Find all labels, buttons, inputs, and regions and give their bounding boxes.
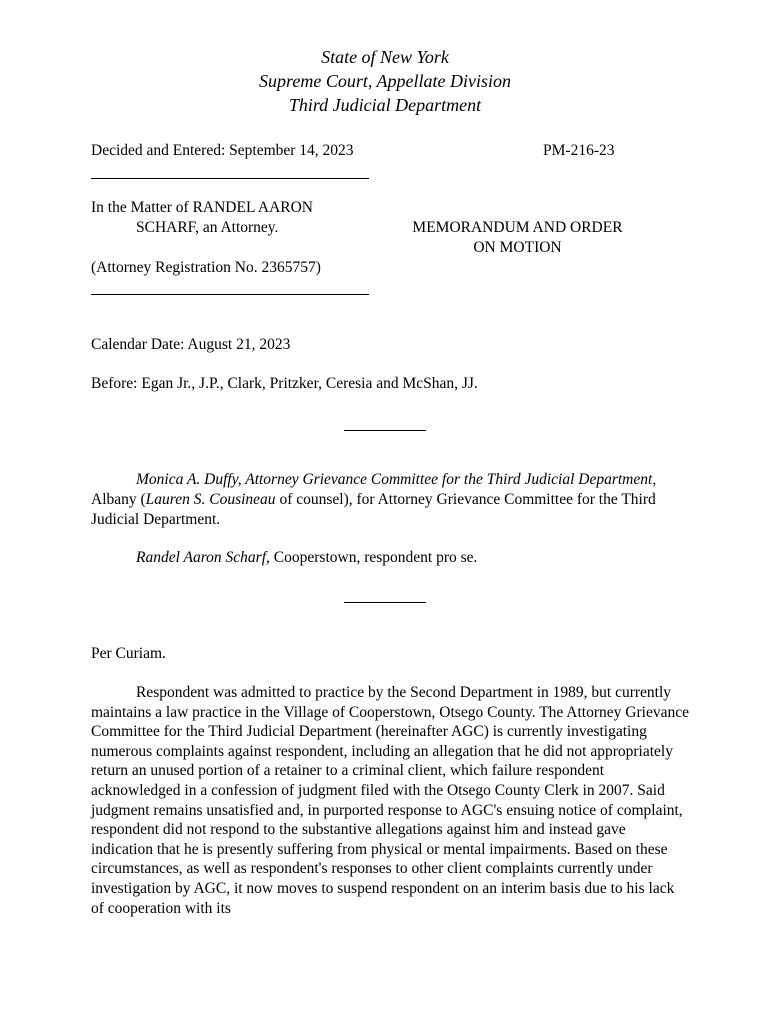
panel-judges: Before: Egan Jr., J.P., Clark, Pritzker, Ceresia and McShan, JJ. bbox=[91, 375, 478, 392]
opinion-paragraph: Respondent was admitted to practice by the Second Department in 1989, but currently maintains a law practice in the Village of Cooperstown, Otsego County. The Attorney Grievance Committee for the Third Judicial Department (hereinafter AGC) is currently investigating numerous complaints against respondent, including an allegation that he did not appropriately return an unused portion of a retainer to a criminal client, which failure respondent acknowledged in a confession of judgment filed with the Otsego County Clerk in 2007. Said judgment remains unsatisfied and, in purported response to AGC's ensuing notice of complaint, respondent did not respond to the substantive allegations against him and instead gave indication that he is presently suffering from physical or mental impairments. Based on these circumstances, as well as respondent's responses to other client complaints currently under investigation by AGC, it now moves to suspend respondent on an interim basis due to his lack of cooperation with its bbox=[91, 684, 689, 917]
court-department: Third Judicial Department bbox=[288, 95, 482, 115]
section-divider bbox=[344, 430, 426, 431]
section-divider bbox=[344, 602, 426, 603]
court-state: State of New York bbox=[321, 47, 449, 67]
counsel-respondent bbox=[91, 548, 691, 568]
petitioner-name: Monica A. Duffy bbox=[136, 471, 238, 488]
petitioner-tail: of counsel), for Attorney Grievance Committee for the Third Judicial Department. bbox=[91, 491, 656, 528]
memorandum-line2: ON MOTION bbox=[473, 239, 562, 256]
respondent-name: Randel Aaron Scharf bbox=[136, 549, 267, 566]
decided-entered: Decided and Entered: September 14, 2023 bbox=[91, 142, 354, 159]
counsel-petitioner bbox=[91, 470, 691, 530]
petitioner-title: , Attorney Grievance Committee for the Third Judicial Department bbox=[237, 471, 653, 488]
memorandum-line1: MEMORANDUM AND ORDER bbox=[412, 219, 623, 236]
matter-caption-line1: In the Matter of RANDEL AARON bbox=[91, 199, 313, 216]
attorney-registration: (Attorney Registration No. 2365757) bbox=[91, 259, 321, 276]
divider-line bbox=[91, 294, 369, 295]
court-name: Supreme Court, Appellate Division bbox=[259, 71, 511, 91]
matter-caption-line2: SCHARF, an Attorney. bbox=[136, 219, 279, 236]
respondent-tail: , Cooperstown, respondent pro se. bbox=[266, 549, 478, 566]
divider-line bbox=[91, 178, 369, 179]
calendar-date: Calendar Date: August 21, 2023 bbox=[91, 336, 291, 353]
per-curiam: Per Curiam. bbox=[91, 645, 166, 662]
memorandum-title bbox=[395, 218, 640, 258]
petitioner-location: , Albany ( bbox=[91, 471, 657, 508]
docket-number: PM-216-23 bbox=[543, 142, 615, 159]
court-header bbox=[0, 45, 770, 117]
petitioner-counsel: Lauren S. Cousineau bbox=[145, 491, 276, 508]
